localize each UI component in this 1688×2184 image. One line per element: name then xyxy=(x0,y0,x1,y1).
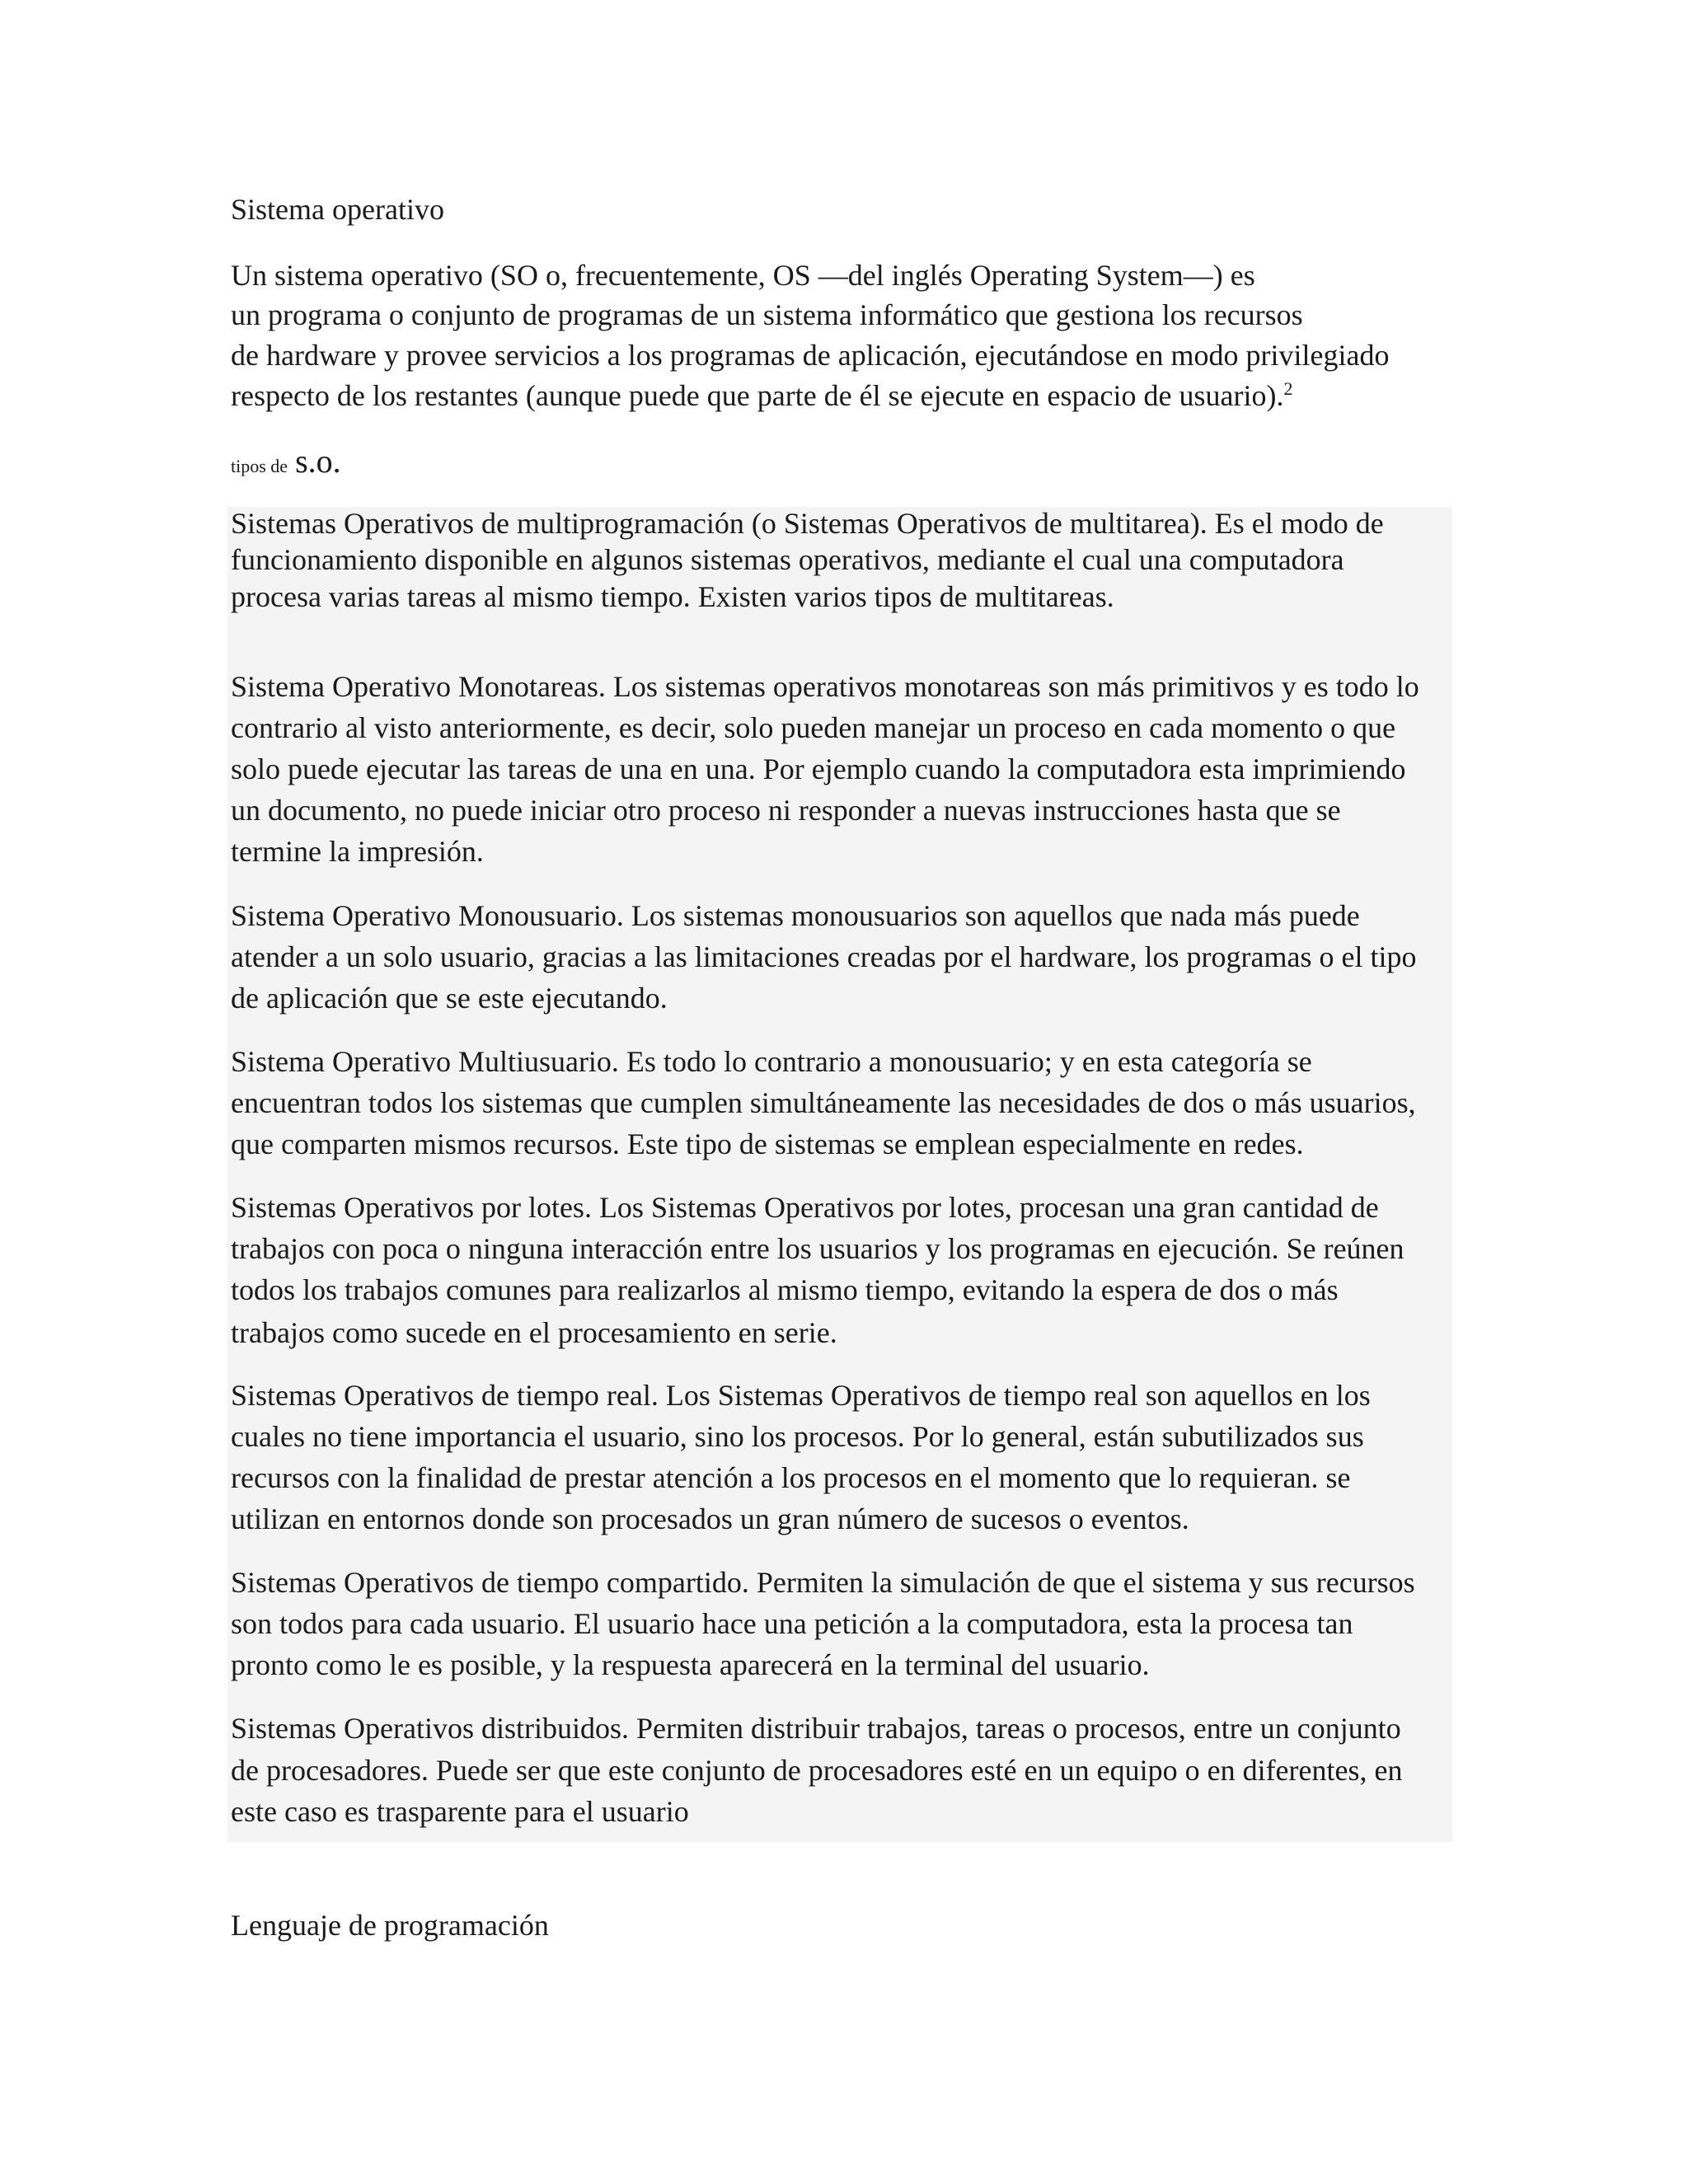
type-paragraph-line: recursos con la finalidad de prestar atención a los procesos en el momento que lo requieran. se xyxy=(231,1461,1351,1494)
type-paragraph-line: este caso es trasparente para el usuario xyxy=(231,1795,689,1828)
type-paragraph-line: Sistemas Operativos de tiempo compartido. Permiten la simulación de que el sistema y sus recursos xyxy=(231,1566,1415,1599)
footnote-marker: 2 xyxy=(1283,378,1293,399)
intro-line xyxy=(231,378,1293,412)
type-paragraph-line: Sistemas Operativos distribuidos. Permiten distribuir trabajos, tareas o procesos, entre un conjunto xyxy=(231,1712,1401,1745)
intro-line: Un sistema operativo (SO o, frecuentemente, OS —del inglés Operating System—) es xyxy=(231,259,1255,292)
type-paragraph-line: cuales no tiene importancia el usuario, sino los procesos. Por lo general, están subutilizados sus xyxy=(231,1420,1364,1453)
type-paragraph-line: trabajos como sucede en el procesamiento en serie. xyxy=(231,1316,837,1349)
types-section-background xyxy=(227,507,1452,1842)
intro-line: de hardware y provee servicios a los programas de aplicación, ejecutándose en modo privilegiado xyxy=(231,339,1390,372)
type-paragraph-line: Sistema Operativo Multiusuario. Es todo lo contrario a monousuario; y en esta categoría se xyxy=(231,1045,1312,1078)
type-paragraph-line: de procesadores. Puede ser que este conjunto de procesadores esté en un equipo o en diferentes, en xyxy=(231,1754,1403,1787)
type-paragraph-line: utilizan en entornos donde son procesados un gran número de sucesos o eventos. xyxy=(231,1502,1189,1535)
types-heading xyxy=(231,445,341,478)
type-paragraph-line: todos los trabajos comunes para realizarlos al mismo tiempo, evitando la espera de dos o más xyxy=(231,1273,1339,1306)
types-heading-small: tipos de xyxy=(231,456,288,476)
type-paragraph-line: son todos para cada usuario. El usuario hace una petición a la computadora, esta la procesa tan xyxy=(231,1607,1353,1640)
section-heading: Lenguaje de programación xyxy=(231,1909,549,1942)
types-heading-large: s.o. xyxy=(295,443,341,480)
intro-line: un programa o conjunto de programas de un sistema informático que gestiona los recursos xyxy=(231,298,1303,331)
type-paragraph-line: un documento, no puede iniciar otro proceso ni responder a nuevas instrucciones hasta que se xyxy=(231,794,1341,827)
type-paragraph-line: termine la impresión. xyxy=(231,835,484,868)
type-paragraph-line: funcionamiento disponible en algunos sistemas operativos, mediante el cual una computadora xyxy=(231,543,1344,576)
intro-line-text: respecto de los restantes (aunque puede que parte de él se ejecute en espacio de usuario). xyxy=(231,379,1284,412)
type-paragraph-line: Sistema Operativo Monousuario. Los sistemas monousuarios son aquellos que nada más puede xyxy=(231,899,1360,932)
type-paragraph-line: Sistemas Operativos por lotes. Los Sistemas Operativos por lotes, procesan una gran cantidad de xyxy=(231,1191,1379,1224)
type-paragraph-line: procesa varias tareas al mismo tiempo. Existen varios tipos de multitareas. xyxy=(231,580,1114,613)
page-title: Sistema operativo xyxy=(231,193,444,226)
type-paragraph-line: Sistemas Operativos de multiprogramación (o Sistemas Operativos de multitarea). Es el modo de xyxy=(231,507,1384,540)
type-paragraph-line: que comparten mismos recursos. Este tipo de sistemas se emplean especialmente en redes. xyxy=(231,1127,1304,1160)
type-paragraph-line: contrario al visto anteriormente, es decir, solo pueden manejar un proceso en cada momento o que xyxy=(231,711,1396,744)
type-paragraph-line: pronto como le es posible, y la respuesta aparecerá en la terminal del usuario. xyxy=(231,1648,1150,1681)
type-paragraph-line: solo puede ejecutar las tareas de una en una. Por ejemplo cuando la computadora esta imprimiendo xyxy=(231,752,1406,785)
type-paragraph-line: encuentran todos los sistemas que cumplen simultáneamente las necesidades de dos o más usuarios, xyxy=(231,1086,1416,1119)
type-paragraph-line: trabajos con poca o ninguna interacción entre los usuarios y los programas en ejecución. Se reúnen xyxy=(231,1232,1404,1265)
type-paragraph-line: atender a un solo usuario, gracias a las limitaciones creadas por el hardware, los programas o el tipo xyxy=(231,940,1417,973)
type-paragraph-line: de aplicación que se este ejecutando. xyxy=(231,982,668,1015)
type-paragraph-line: Sistemas Operativos de tiempo real. Los Sistemas Operativos de tiempo real son aquellos en los xyxy=(231,1379,1371,1412)
type-paragraph-line: Sistema Operativo Monotareas. Los sistemas operativos monotareas son más primitivos y es todo lo xyxy=(231,670,1419,703)
